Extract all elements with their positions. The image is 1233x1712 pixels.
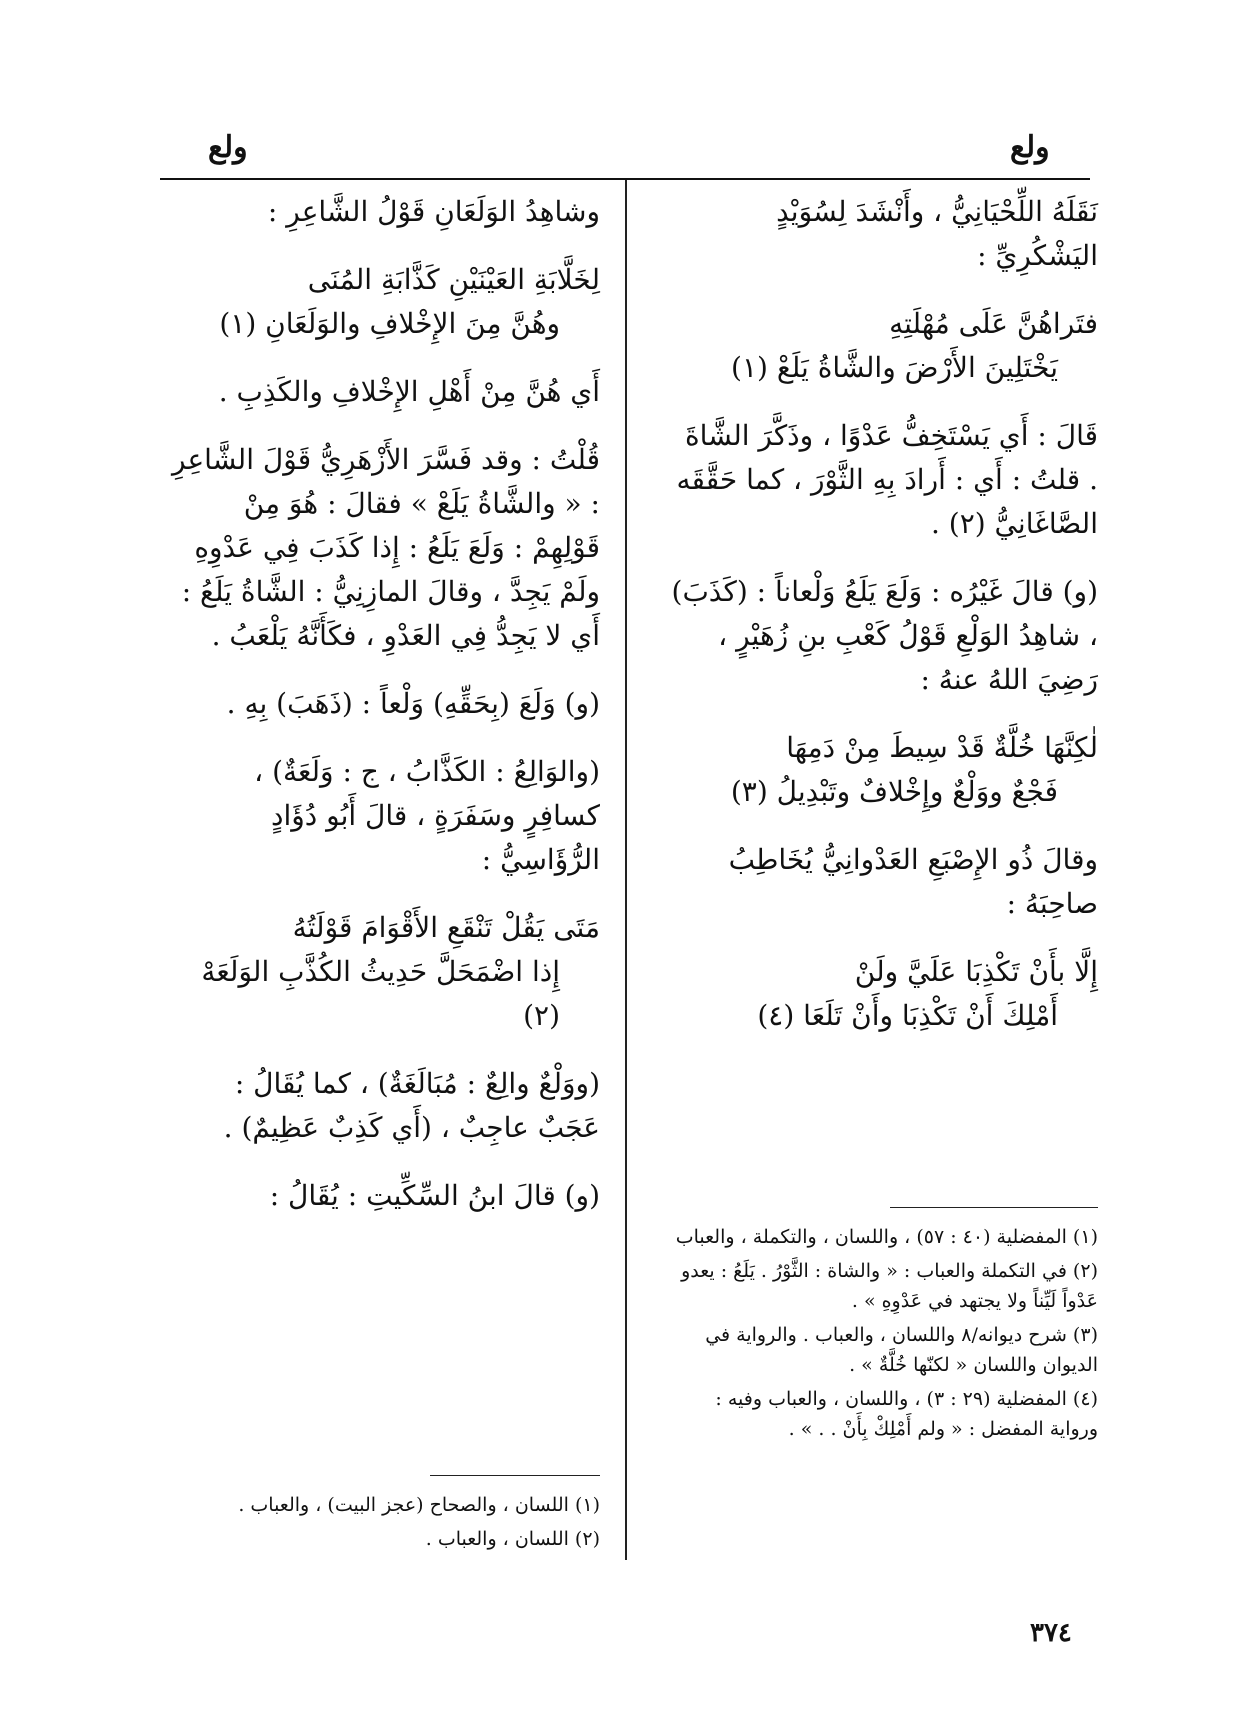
paragraph: نَقَلَهُ اللِّحْيَانِيُّ ، وأَنْشَدَ لِسُوَيْدٍ اليَشْكُرِيِّ : (776, 195, 1098, 272)
left-column (170, 190, 600, 1218)
running-header-left: ولع (208, 130, 248, 165)
verse-line: فتَراهُنَّ عَلَى مُهْلَتِهِ (889, 307, 1098, 340)
paragraph: قُلْتُ : وقد فَسَّرَ الأَزْهَرِيُّ قَوْلَ الشَّاعِرِ : « والشَّاةُ يَلَعْ » فقالَ : هُوَ مِنْ قَوْلِهِمْ : وَلَعَ يَلَعُ : إِذا كَذَبَ فِي عَدْوِهِ ولَمْ يَجِدَّ ، وقالَ المازِنِيُّ : الشَّاةُ يَلَعُ : أَي لا يَجِدُّ فِي العَدْوِ ، فكَأَنَّهُ يَلْعَبُ . (172, 443, 600, 652)
verse-line: إِلَّا بأَنْ تَكْذِبَا عَلَيَّ ولَنْ (854, 955, 1098, 988)
footnote: (٢) اللسان ، والعباب . (425, 1528, 600, 1550)
verse-line: فَجْعٌ ووَلْعٌ وإِخْلافٌ وتَبْدِيلُ (٣) (730, 775, 1058, 808)
verse-line: لٰكِنَّهَا خُلَّةٌ قَدْ سِيطَ مِنْ دَمِهَا (786, 731, 1098, 764)
paragraph: (و) قالَ غَيْرُه : وَلَعَ يَلَعُ وَلْعاناً : (كَذَبَ) ، شاهِدُ الوَلْعِ قَوْلُ كَعْبِ بنِ زُهَيْرٍ ، رَضِيَ اللهُ عنهُ : (671, 575, 1098, 696)
verse (668, 950, 1098, 1038)
paragraph: (والوَالِعُ : الكَذَّابُ ، ج : وَلَعَةٌ) ، كسافِرٍ وسَفَرَةٍ ، قالَ أَبُو دُؤَادٍ الرُّؤَاسِيُّ : (254, 755, 600, 876)
paragraph: وشاهِدُ الوَلَعَانِ قَوْلُ الشَّاعِرِ : (267, 195, 600, 228)
verse-line: وهُنَّ مِنَ الإِخْلافِ والوَلَعَانِ (١) (219, 307, 560, 340)
paragraph: (و) قالَ ابنُ السِّكِّيتِ : يُقَالُ : (269, 1179, 600, 1212)
footnote: (٢) في التكملة والعباب : « والشاة : الثَّوْرُ . يَلَعُ : يعدو عَدْواً لَيِّناً ولا يجتهد في عَدْوِهِ » . (681, 1260, 1098, 1312)
running-header-right: ولع (1010, 130, 1050, 165)
paragraph: (و) وَلَعَ (بِحَقِّهِ) وَلْعاً : (ذَهَبَ) بِهِ . (226, 687, 600, 720)
verse-line: مَتَى يَقُلْ تَنْقَعِ الأَقْوَامَ قَوْلَتُهُ (292, 911, 600, 944)
footnote: (٤) المفضلية (٢٩ : ٣) ، واللسان ، والعباب وفيه : ورواية المفضل : « ولم أَمْلِكْ بِأَنْ . . » . (715, 1388, 1098, 1440)
footnote-rule (430, 1475, 600, 1476)
footnotes-right (668, 1222, 1098, 1448)
page-number: ٣٧٤ (1030, 1618, 1072, 1648)
verse (668, 726, 1098, 814)
paragraph: (ووَلْعٌ والِعٌ : مُبَالَغَةٌ) ، كما يُقَالُ : عَجَبٌ عاجِبٌ ، (أَي كَذِبٌ عَظِيمٌ) . (223, 1067, 600, 1144)
footnotes-left (170, 1490, 600, 1558)
footnote: (٣) شرح ديوانه/٨ واللسان ، والعباب . والرواية في الديوان واللسان « لكنّها خُلَّةٌ » . (705, 1324, 1098, 1376)
paragraph: قَالَ : أَي يَسْتَخِفُّ عَدْوًا ، وذَكَّرَ الشَّاةَ . قلتُ : أَي : أَرادَ بِهِ الثَّوْرَ ، كما حَقَّقَه الصَّاغَانِيُّ (٢) . (676, 419, 1098, 540)
column-divider (625, 180, 627, 1560)
paragraph: وقالَ ذُو الإِصْبَعِ العَدْوانِيُّ يُخَاطِبُ صاحِبَهُ : (728, 843, 1098, 920)
verse-line: إِذا اضْمَحَلَّ حَدِيثُ الكُذَّبِ الوَلَعَهْ (٢) (201, 955, 560, 1032)
verse-line: يَخْتَلِينَ الأَرْضَ والشَّاةُ يَلَعْ (١) (731, 351, 1058, 384)
footnote: (١) اللسان ، والصحاح (عجز البيت) ، والعباب . (238, 1494, 600, 1516)
verse (170, 906, 600, 1038)
verse-line: لِخَلَّابَةِ العَيْنَيْنِ كَذَّابَةِ المُنَى (307, 263, 600, 296)
verse (170, 258, 600, 346)
verse (668, 302, 1098, 390)
paragraph: أَي هُنَّ مِنْ أَهْلِ الإِخْلافِ والكَذِبِ . (218, 375, 600, 408)
footnote: (١) المفضلية (٤٠ : ٥٧) ، واللسان ، والتكملة ، والعباب (675, 1226, 1098, 1248)
verse-line: أَمْلِكَ أَنْ تَكْذِبَا وأَنْ تَلَعَا (٤) (757, 999, 1058, 1032)
footnote-rule (890, 1207, 1098, 1208)
right-column (668, 190, 1098, 1062)
